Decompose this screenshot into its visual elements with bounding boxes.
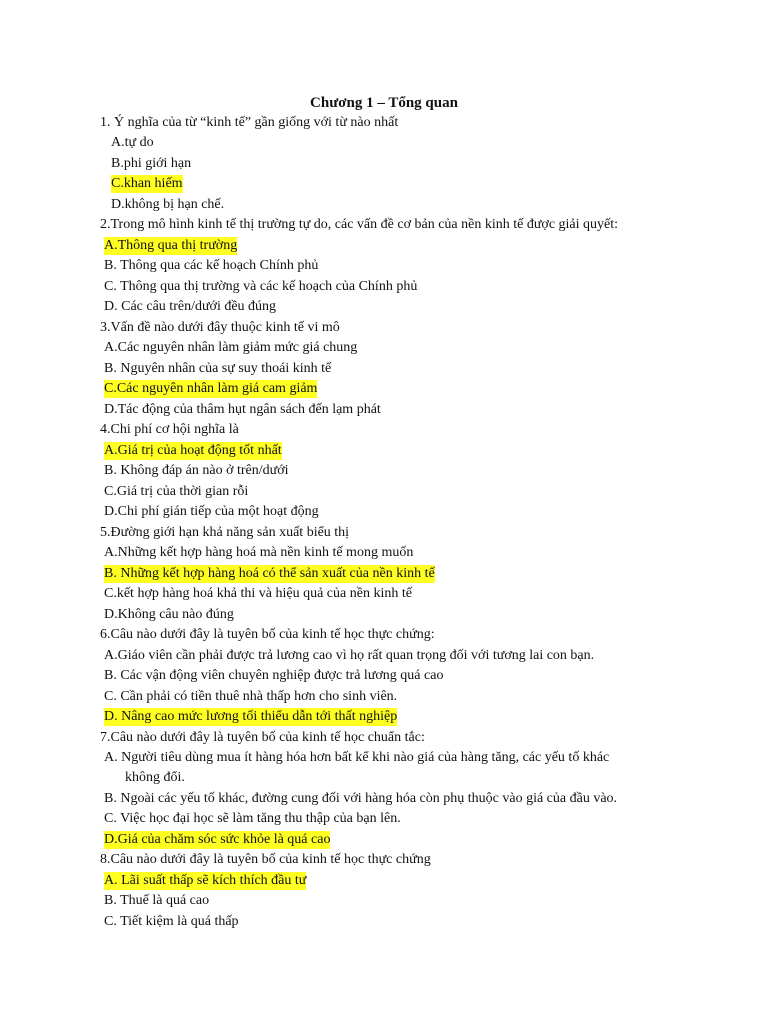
option-2a-answer: A.Thông qua thị trường	[104, 238, 238, 253]
option-1c-answer: C.khan hiếm	[111, 176, 183, 191]
option-4a-answer: A.Giá trị của hoạt động tốt nhất	[104, 443, 282, 458]
option-7b: B. Ngoài các yếu tố khác, đường cung đối với hàng hóa còn phụ thuộc vào giá của đầu vào.	[104, 791, 618, 806]
option-8c: C. Tiết kiệm là quá thấp	[104, 914, 239, 929]
option-3a: A.Các nguyên nhân làm giảm mức giá chung	[104, 340, 358, 355]
option-8b: B. Thuế là quá cao	[104, 893, 210, 908]
option-7c: C. Việc học đại học sẽ làm tăng thu thập của bạn lên.	[104, 811, 401, 826]
option-8a-answer: A. Lãi suất thấp sẽ kích thích đầu tư	[104, 873, 307, 888]
question-6: 6.Câu nào dưới đây là tuyên bố của kinh tế học thực chứng:	[100, 627, 435, 642]
option-6a: A.Giáo viên cần phải được trả lương cao vì họ rất quan trọng đối với tương lai con bạn.	[104, 648, 595, 663]
option-4b: B. Không đáp án nào ở trên/dưới	[104, 463, 289, 478]
question-3: 3.Vấn đề nào dưới đây thuộc kinh tế vi mô	[100, 320, 340, 335]
option-1a: A.tự do	[111, 135, 154, 150]
option-5c: C.kết hợp hàng hoá khả thi và hiệu quả của nền kinh tế	[104, 586, 412, 601]
option-4c: C.Giá trị của thời gian rỗi	[104, 484, 249, 499]
question-4: 4.Chi phí cơ hội nghĩa là	[100, 422, 239, 437]
chapter-title: Chương 1 – Tổng quan	[310, 95, 458, 111]
option-6d-answer: D. Nâng cao mức lương tối thiểu dẫn tới thất nghiệp	[104, 709, 398, 724]
question-2: 2.Trong mô hình kinh tế thị trường tự do, các vấn đề cơ bản của nền kinh tế được giải quyết:	[100, 217, 619, 232]
question-1: 1. Ý nghĩa của từ “kinh tế” gần giống với từ nào nhất	[100, 115, 399, 130]
option-5b-answer: B. Những kết hợp hàng hoá có thể sản xuất của nền kinh tế	[104, 566, 435, 581]
question-8: 8.Câu nào dưới đây là tuyên bố của kinh tế học thực chứng	[100, 852, 431, 867]
option-1d: D.không bị hạn chế.	[111, 197, 225, 212]
option-5d: D.Không câu nào đúng	[104, 607, 234, 622]
option-2c: C. Thông qua thị trường và các kế hoạch của Chính phủ	[104, 279, 418, 294]
option-5a: A.Những kết hợp hàng hoá mà nền kinh tế mong muốn	[104, 545, 414, 560]
option-7a: A. Người tiêu dùng mua ít hàng hóa hơn bất kể khi nào giá của hàng tăng, các yếu tố khác	[104, 750, 610, 765]
option-3d: D.Tác động của thâm hụt ngân sách đến lạm phát	[104, 402, 381, 417]
question-5: 5.Đường giới hạn khả năng sản xuất biểu thị	[100, 525, 350, 540]
option-4d: D.Chi phí gián tiếp của một hoạt động	[104, 504, 319, 519]
option-6c: C. Cần phải có tiền thuê nhà thấp hơn cho sinh viên.	[104, 689, 398, 704]
option-1b: B.phi giới hạn	[111, 156, 192, 171]
option-6b: B. Các vận động viên chuyên nghiệp được trả lương quá cao	[104, 668, 444, 683]
option-7d-answer: D.Giá của chăm sóc sức khỏe là quá cao	[104, 832, 331, 847]
option-3c-answer: C.Các nguyên nhân làm giá cam giảm	[104, 381, 318, 396]
option-3b: B. Nguyên nhân của sự suy thoái kinh tế	[104, 361, 332, 376]
option-2d: D. Các câu trên/dưới đều đúng	[104, 299, 277, 314]
option-7a-continuation: không đổi.	[125, 770, 185, 785]
option-2b: B. Thông qua các kế hoạch Chính phủ	[104, 258, 319, 273]
question-7: 7.Câu nào dưới đây là tuyên bố của kinh tế học chuẩn tắc:	[100, 730, 425, 745]
